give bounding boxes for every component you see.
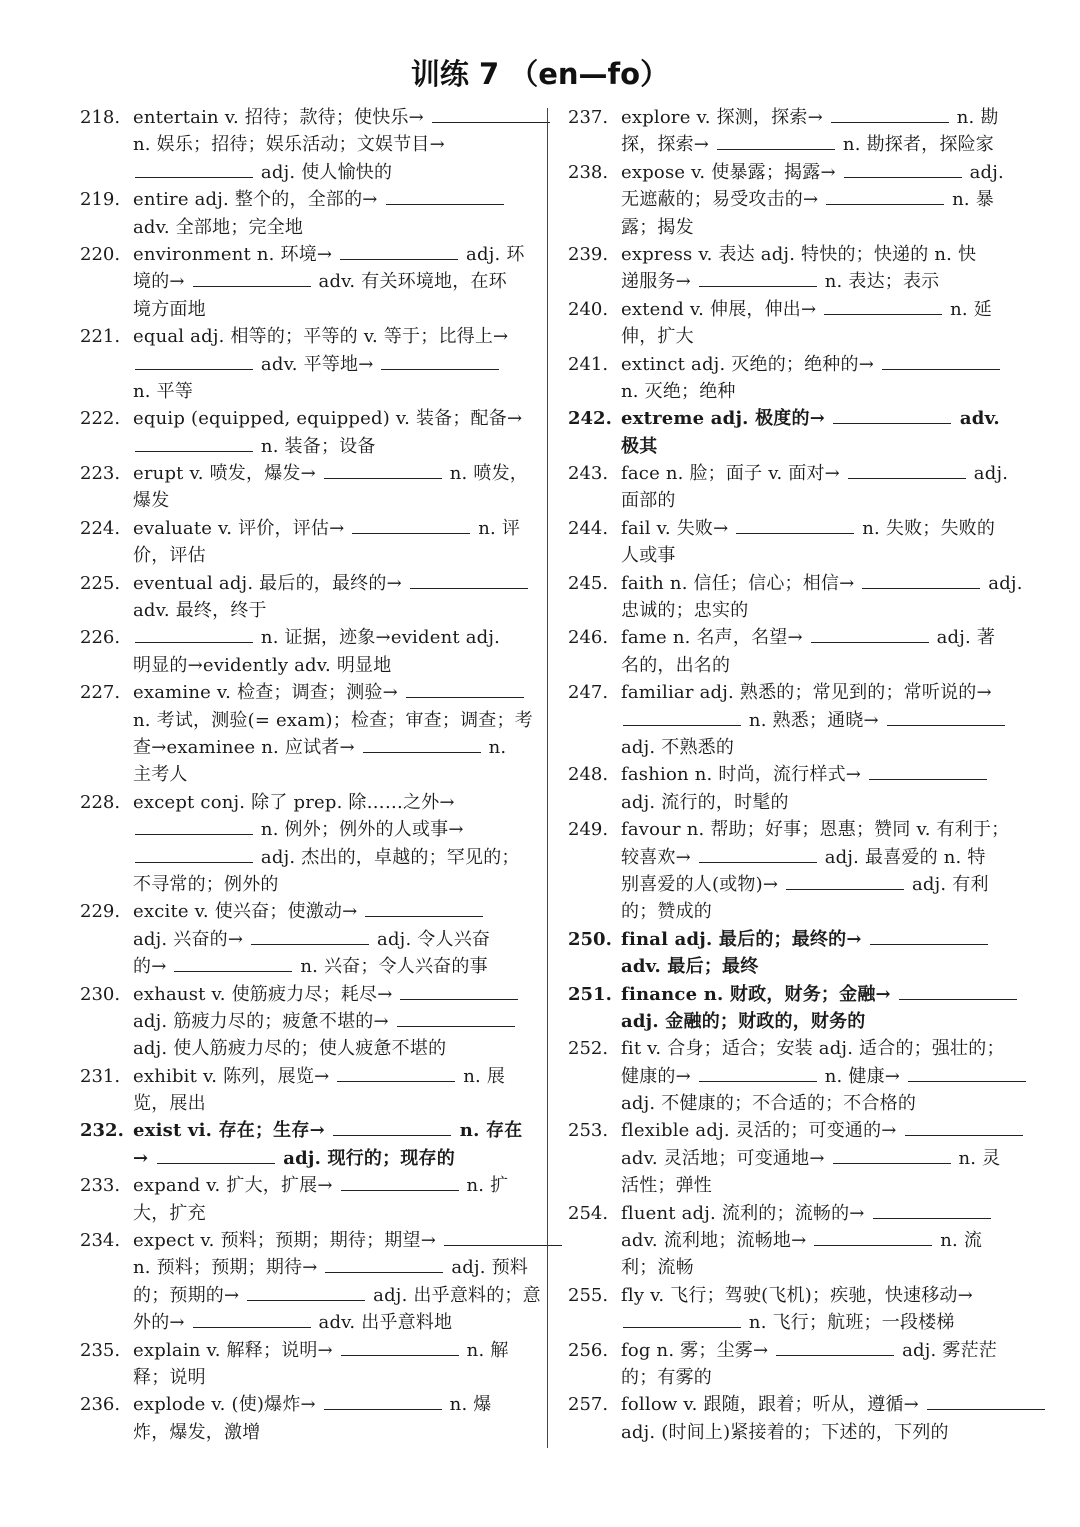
entry-line: n. 装备；设备 xyxy=(133,433,530,460)
answer-blank[interactable] xyxy=(833,405,951,424)
vocab-entry xyxy=(80,460,530,515)
entry-line: 较喜欢→ adj. 最喜爱的 n. 特 xyxy=(621,844,1018,871)
vocab-entry xyxy=(80,1172,530,1227)
vocab-entry xyxy=(80,104,530,186)
entry-line: explain v. 解释；说明→ n. 解 xyxy=(133,1337,530,1364)
entry-number: 247. xyxy=(568,682,609,704)
vocab-entry xyxy=(80,1337,530,1392)
entry-line: extreme adj. 极度的→ adv. xyxy=(621,405,1018,432)
entry-line: n. 证据，迹象→evident adj. xyxy=(133,624,530,651)
entry-line: 名的，出名的 xyxy=(621,654,731,676)
page-title: 训练 7 （en—fo） xyxy=(410,57,670,91)
entry-line: adj. 金融的；财政的，财务的 xyxy=(621,1010,866,1032)
entry-number: 254. xyxy=(568,1202,609,1224)
entry-number: 250. xyxy=(568,928,612,950)
answer-blank[interactable] xyxy=(135,159,253,178)
entry-line: n. 平等 xyxy=(133,380,194,402)
entry-number: 223. xyxy=(80,463,121,485)
answer-blank[interactable] xyxy=(406,679,524,698)
entry-line: excite v. 使兴奋；使激动→ xyxy=(133,898,530,925)
vocab-entry xyxy=(80,789,530,899)
answer-blank[interactable] xyxy=(887,707,1005,726)
vocab-entry xyxy=(568,1391,1018,1446)
vocab-entry xyxy=(568,515,1018,570)
entry-line: adv. 灵活地；可变通地→ n. 灵 xyxy=(621,1145,1018,1172)
entry-number: 251. xyxy=(568,983,612,1005)
answer-blank[interactable] xyxy=(341,1337,459,1356)
entry-line: adj. 使人筋疲力尽的；使人疲惫不堪的 xyxy=(133,1038,447,1060)
vocab-entry xyxy=(568,241,1018,296)
entry-line: fail v. 失败→ n. 失败；失败的 xyxy=(621,515,1018,542)
entry-number: 229. xyxy=(80,901,121,923)
entry-number: 220. xyxy=(80,243,121,265)
answer-blank[interactable] xyxy=(623,707,741,726)
vocab-entry xyxy=(568,1035,1018,1117)
entry-line: fame n. 名声，名望→ adj. 著 xyxy=(621,624,1018,651)
entry-line: final adj. 最后的；最终的→ xyxy=(621,926,1018,953)
answer-blank[interactable] xyxy=(251,926,369,945)
answer-blank[interactable] xyxy=(814,1227,932,1246)
entry-line: faith n. 信任；信心；相信→ adj. xyxy=(621,570,1018,597)
answer-blank[interactable] xyxy=(135,433,253,452)
entry-line: adv. 最终，终于 xyxy=(133,600,267,622)
vocab-entry xyxy=(568,159,1018,241)
vocab-entry xyxy=(80,570,530,625)
entry-line: 爆发 xyxy=(133,490,170,512)
answer-blank[interactable] xyxy=(833,1145,951,1164)
answer-blank[interactable] xyxy=(352,515,470,534)
entry-line: exhaust v. 使筋疲力尽；耗尽→ xyxy=(133,981,530,1008)
vocab-entry xyxy=(568,405,1018,460)
answer-blank[interactable] xyxy=(174,953,292,972)
entry-line: adj. (时间上)紧接着的；下述的，下列的 xyxy=(621,1421,949,1443)
entry-number: 239. xyxy=(568,243,609,265)
vocab-entry xyxy=(80,1117,530,1172)
answer-blank[interactable] xyxy=(811,624,929,643)
vocab-entry xyxy=(568,1200,1018,1282)
answer-blank[interactable] xyxy=(870,926,988,945)
answer-blank[interactable] xyxy=(333,1117,451,1136)
entry-number: 232. xyxy=(80,1120,124,1142)
entry-line: 人或事 xyxy=(621,545,676,567)
entry-line: 外的→ adv. 出乎意料地 xyxy=(133,1309,530,1336)
entry-line: adj. 杰出的，卓越的；罕见的； xyxy=(133,844,530,871)
entry-line: fit v. 合身；适合；安装 adj. 适合的；强壮的； xyxy=(621,1038,1005,1060)
vocab-entry xyxy=(568,1117,1018,1199)
entry-line: face n. 脸；面子 v. 面对→ adj. xyxy=(621,460,1018,487)
answer-blank[interactable] xyxy=(623,1309,741,1328)
entry-line: adv. 最后；最终 xyxy=(621,956,759,978)
entry-number: 253. xyxy=(568,1120,609,1142)
entry-line: equal adj. 相等的；平等的 v. 等于；比得上→ xyxy=(133,326,509,348)
entry-line: adj. 使人愉快的 xyxy=(133,159,530,186)
entry-line: 别喜爱的人(或物)→ adj. 有利 xyxy=(621,871,1018,898)
entry-line: 露；揭发 xyxy=(621,216,694,238)
entry-line: extinct adj. 灭绝的；绝种的→ xyxy=(621,351,1018,378)
right-column xyxy=(568,104,1023,1446)
answer-blank[interactable] xyxy=(882,351,1000,370)
entry-number: 245. xyxy=(568,572,609,594)
answer-blank[interactable] xyxy=(776,1337,894,1356)
vocab-entry xyxy=(80,1227,541,1337)
vocab-entry xyxy=(80,1391,530,1446)
answer-blank[interactable] xyxy=(899,981,1017,1000)
entry-line: express v. 表达 adj. 特快的；快递的 n. 快 xyxy=(621,243,977,265)
answer-blank[interactable] xyxy=(135,816,253,835)
answer-blank[interactable] xyxy=(381,351,499,370)
vocab-entry xyxy=(568,624,1018,679)
answer-blank[interactable] xyxy=(844,159,962,178)
answer-blank[interactable] xyxy=(908,1063,1026,1082)
entry-line: 健康的→ n. 健康→ xyxy=(621,1063,1018,1090)
vocab-entry xyxy=(568,981,1018,1036)
answer-blank[interactable] xyxy=(862,570,980,589)
answer-blank[interactable] xyxy=(699,268,817,287)
entry-number: 243. xyxy=(568,463,609,485)
answer-blank[interactable] xyxy=(786,871,904,890)
answer-blank[interactable] xyxy=(325,1254,443,1273)
entry-line: adj. 筋疲力尽的；疲惫不堪的→ xyxy=(133,1008,530,1035)
entry-line: 不寻常的；例外的 xyxy=(133,873,279,895)
entry-number: 255. xyxy=(568,1284,609,1306)
entry-line: favour n. 帮助；好事；恩惠；赞同 v. 有利于； xyxy=(621,819,1010,841)
vocab-entry xyxy=(80,241,530,323)
entry-line: fashion n. 时尚，流行样式→ xyxy=(621,761,1018,788)
entry-line: 忠诚的；忠实的 xyxy=(621,600,749,622)
answer-blank[interactable] xyxy=(717,131,835,150)
answer-blank[interactable] xyxy=(869,761,987,780)
answer-blank[interactable] xyxy=(193,268,311,287)
vocab-entry xyxy=(568,351,1018,406)
entry-number: 235. xyxy=(80,1339,121,1361)
entry-line: 查→examinee n. 应试者→ n. xyxy=(133,734,530,761)
entry-number: 218. xyxy=(80,107,121,128)
entry-number: 236. xyxy=(80,1394,121,1416)
entry-line: except conj. 除了 prep. 除……之外→ xyxy=(133,791,455,813)
answer-blank[interactable] xyxy=(699,844,817,863)
entry-number: 241. xyxy=(568,353,609,375)
answer-blank[interactable] xyxy=(400,981,518,1000)
answer-blank[interactable] xyxy=(831,104,949,123)
answer-blank[interactable] xyxy=(444,1227,562,1246)
entry-line: 递服务→ n. 表达；表示 xyxy=(621,268,1018,295)
entry-line: 境的→ adv. 有关环境地，在环 xyxy=(133,268,530,295)
entry-line: 的→ n. 兴奋；令人兴奋的事 xyxy=(133,953,530,980)
entry-line: adv. 平等地→ xyxy=(133,351,530,378)
entry-line: exhibit v. 陈列，展览→ n. 展 xyxy=(133,1063,530,1090)
entry-number: 244. xyxy=(568,517,609,539)
answer-blank[interactable] xyxy=(135,844,253,863)
entry-number: 237. xyxy=(568,107,609,128)
entry-line: n. 娱乐；招待；娱乐活动；文娱节目→ xyxy=(133,134,445,156)
entry-number: 226. xyxy=(80,627,121,649)
answer-blank[interactable] xyxy=(340,241,458,260)
entry-line: n. 灭绝；绝种 xyxy=(621,380,736,402)
entry-number: 240. xyxy=(568,298,609,320)
entry-line: n. 飞行；航班；一段楼梯 xyxy=(621,1309,1018,1336)
vocab-entry xyxy=(568,1282,1018,1337)
entry-line: entire adj. 整个的，全部的→ xyxy=(133,186,530,213)
entry-line: adj. 流行的，时髦的 xyxy=(621,791,789,813)
vocab-entry xyxy=(568,1337,1018,1392)
answer-blank[interactable] xyxy=(699,1063,817,1082)
entry-number: 224. xyxy=(80,517,121,539)
entry-line: 伸，扩大 xyxy=(621,326,694,348)
answer-blank[interactable] xyxy=(397,1008,515,1027)
entry-number: 228. xyxy=(80,791,121,813)
vocab-entry xyxy=(80,679,533,789)
entry-line: evaluate v. 评价，评估→ n. 评 xyxy=(133,515,530,542)
entry-number: 242. xyxy=(568,408,612,430)
answer-blank[interactable] xyxy=(157,1145,275,1164)
entry-number: 225. xyxy=(80,572,121,594)
answer-blank[interactable] xyxy=(135,351,253,370)
entry-line: 利；流畅 xyxy=(621,1257,694,1279)
entry-line: expand v. 扩大，扩展→ n. 扩 xyxy=(133,1172,530,1199)
entry-line: 大，扩充 xyxy=(133,1202,206,1224)
vocab-entry xyxy=(568,296,1018,351)
vocab-entry xyxy=(80,981,530,1063)
entry-line: erupt v. 喷发，爆发→ n. 喷发， xyxy=(133,460,530,487)
entry-line: explore v. 探测，探索→ n. 勘 xyxy=(621,104,1018,131)
entry-number: 230. xyxy=(80,983,121,1005)
entry-line: n. 预料；预期；期待→ adj. 预料 xyxy=(133,1254,530,1281)
vocab-entry xyxy=(568,926,1018,981)
entry-line: examine v. 检查；调查；测验→ xyxy=(133,679,530,706)
answer-blank[interactable] xyxy=(337,1063,455,1082)
vocab-entry xyxy=(80,323,530,405)
entry-line: adv. 全部地；完全地 xyxy=(133,216,304,238)
entry-line: adv. 流利地；流畅地→ n. 流 xyxy=(621,1227,1018,1254)
answer-blank[interactable] xyxy=(193,1309,311,1328)
vocab-entry xyxy=(80,405,530,460)
vocab-entry xyxy=(80,898,530,980)
entry-line: 明显的→evidently adv. 明显地 xyxy=(133,654,392,676)
entry-line: 无遮蔽的；易受攻击的→ n. 暴 xyxy=(621,186,1018,213)
entry-line: 的；预期的→ adj. 出乎意料的；意 xyxy=(133,1282,530,1309)
entry-line: n. 熟悉；通晓→ xyxy=(621,707,1018,734)
entry-number: 249. xyxy=(568,819,609,841)
entry-line: finance n. 财政，财务；金融→ xyxy=(621,981,1018,1008)
answer-blank[interactable] xyxy=(873,1200,991,1219)
answer-blank[interactable] xyxy=(324,460,442,479)
vocab-entry xyxy=(568,761,1018,816)
column-divider xyxy=(547,108,548,1448)
entry-number: 221. xyxy=(80,326,121,348)
entry-line: expose v. 使暴露；揭露→ adj. xyxy=(621,159,1018,186)
entry-line: equip (equipped, equipped) v. 装备；配备→ xyxy=(133,408,523,430)
vocab-entry xyxy=(80,624,530,679)
entry-line: n. 例外；例外的人或事→ xyxy=(133,816,530,843)
entry-number: 246. xyxy=(568,627,609,649)
entry-line: adj. 不健康的；不合适的；不合格的 xyxy=(621,1093,917,1115)
entry-number: 248. xyxy=(568,764,609,786)
entry-line: 探，探索→ n. 勘探者，探险家 xyxy=(621,131,1018,158)
entry-line: flexible adj. 灵活的；可变通的→ xyxy=(621,1117,1018,1144)
answer-blank[interactable] xyxy=(135,624,253,643)
entry-line: environment n. 环境→ adj. 环 xyxy=(133,241,530,268)
entry-line: 主考人 xyxy=(133,764,188,786)
answer-blank[interactable] xyxy=(341,1172,459,1191)
entry-number: 257. xyxy=(568,1394,609,1416)
vocab-entry xyxy=(80,186,530,241)
vocab-entry xyxy=(568,816,1018,926)
entry-line: adj. 兴奋的→ adj. 令人兴奋 xyxy=(133,926,530,953)
entry-line: fly v. 飞行；驾驶(飞机)；疾驰，快速移动→ xyxy=(621,1284,973,1306)
entry-number: 256. xyxy=(568,1339,609,1361)
left-column xyxy=(80,104,541,1446)
entry-line: 览，展出 xyxy=(133,1093,206,1115)
entry-line: 炸，爆发，激增 xyxy=(133,1421,261,1443)
entry-line: familiar adj. 熟悉的；常见到的；常听说的→ xyxy=(621,682,992,704)
entry-line: 极其 xyxy=(621,435,658,457)
answer-blank[interactable] xyxy=(363,734,481,753)
entry-number: 219. xyxy=(80,189,121,211)
answer-blank[interactable] xyxy=(848,460,966,479)
vocab-entry xyxy=(80,1063,530,1118)
entry-line: 的；赞成的 xyxy=(621,901,712,923)
entry-number: 238. xyxy=(568,161,609,183)
vocab-entry xyxy=(568,570,1023,625)
entry-number: 227. xyxy=(80,682,121,704)
entry-line: 活性；弹性 xyxy=(621,1175,712,1197)
answer-blank[interactable] xyxy=(410,570,528,589)
entry-line: adj. 不熟悉的 xyxy=(621,736,735,758)
answer-blank[interactable] xyxy=(324,1391,442,1410)
entry-line: 价，评估 xyxy=(133,545,206,567)
vocab-entry xyxy=(80,515,530,570)
answer-blank[interactable] xyxy=(247,1282,365,1301)
entry-number: 233. xyxy=(80,1175,121,1197)
entry-line: n. 考试，测验(= exam)；检查；审查；调查；考 xyxy=(133,709,533,731)
entry-line: 释；说明 xyxy=(133,1366,206,1388)
entry-line: exist vi. 存在；生存→ n. 存在 xyxy=(133,1117,530,1144)
entry-line: fog n. 雾；尘雾→ adj. 雾茫茫 xyxy=(621,1337,1018,1364)
answer-blank[interactable] xyxy=(905,1117,1023,1136)
vocab-entry xyxy=(568,679,1018,761)
entry-line: follow v. 跟随，跟着；听从，遵循→ xyxy=(621,1391,1018,1418)
answer-blank[interactable] xyxy=(824,296,942,315)
entry-line: explode v. (使)爆炸→ n. 爆 xyxy=(133,1391,530,1418)
vocab-entry xyxy=(568,104,1018,159)
entry-line: 的；有雾的 xyxy=(621,1366,712,1388)
answer-blank[interactable] xyxy=(736,515,854,534)
entry-number: 234. xyxy=(80,1230,121,1252)
entry-line: → adj. 现行的；现存的 xyxy=(133,1145,530,1172)
vocab-entry xyxy=(568,460,1018,515)
answer-blank[interactable] xyxy=(386,186,504,205)
answer-blank[interactable] xyxy=(826,186,944,205)
entry-number: 231. xyxy=(80,1065,121,1087)
entry-line: 境方面地 xyxy=(133,298,206,320)
answer-blank[interactable] xyxy=(927,1391,1045,1410)
answer-blank[interactable] xyxy=(432,104,550,123)
answer-blank[interactable] xyxy=(365,898,483,917)
entry-line: expect v. 预料；预期；期待；期望→ xyxy=(133,1227,530,1254)
entry-line: 面部的 xyxy=(621,490,676,512)
entry-line: entertain v. 招待；款待；使快乐→ xyxy=(133,104,530,131)
entry-line: extend v. 伸展，伸出→ n. 延 xyxy=(621,296,1018,323)
entry-line: eventual adj. 最后的，最终的→ xyxy=(133,570,530,597)
entry-number: 222. xyxy=(80,408,121,430)
entry-number: 252. xyxy=(568,1038,609,1060)
entry-line: fluent adj. 流利的；流畅的→ xyxy=(621,1200,1018,1227)
